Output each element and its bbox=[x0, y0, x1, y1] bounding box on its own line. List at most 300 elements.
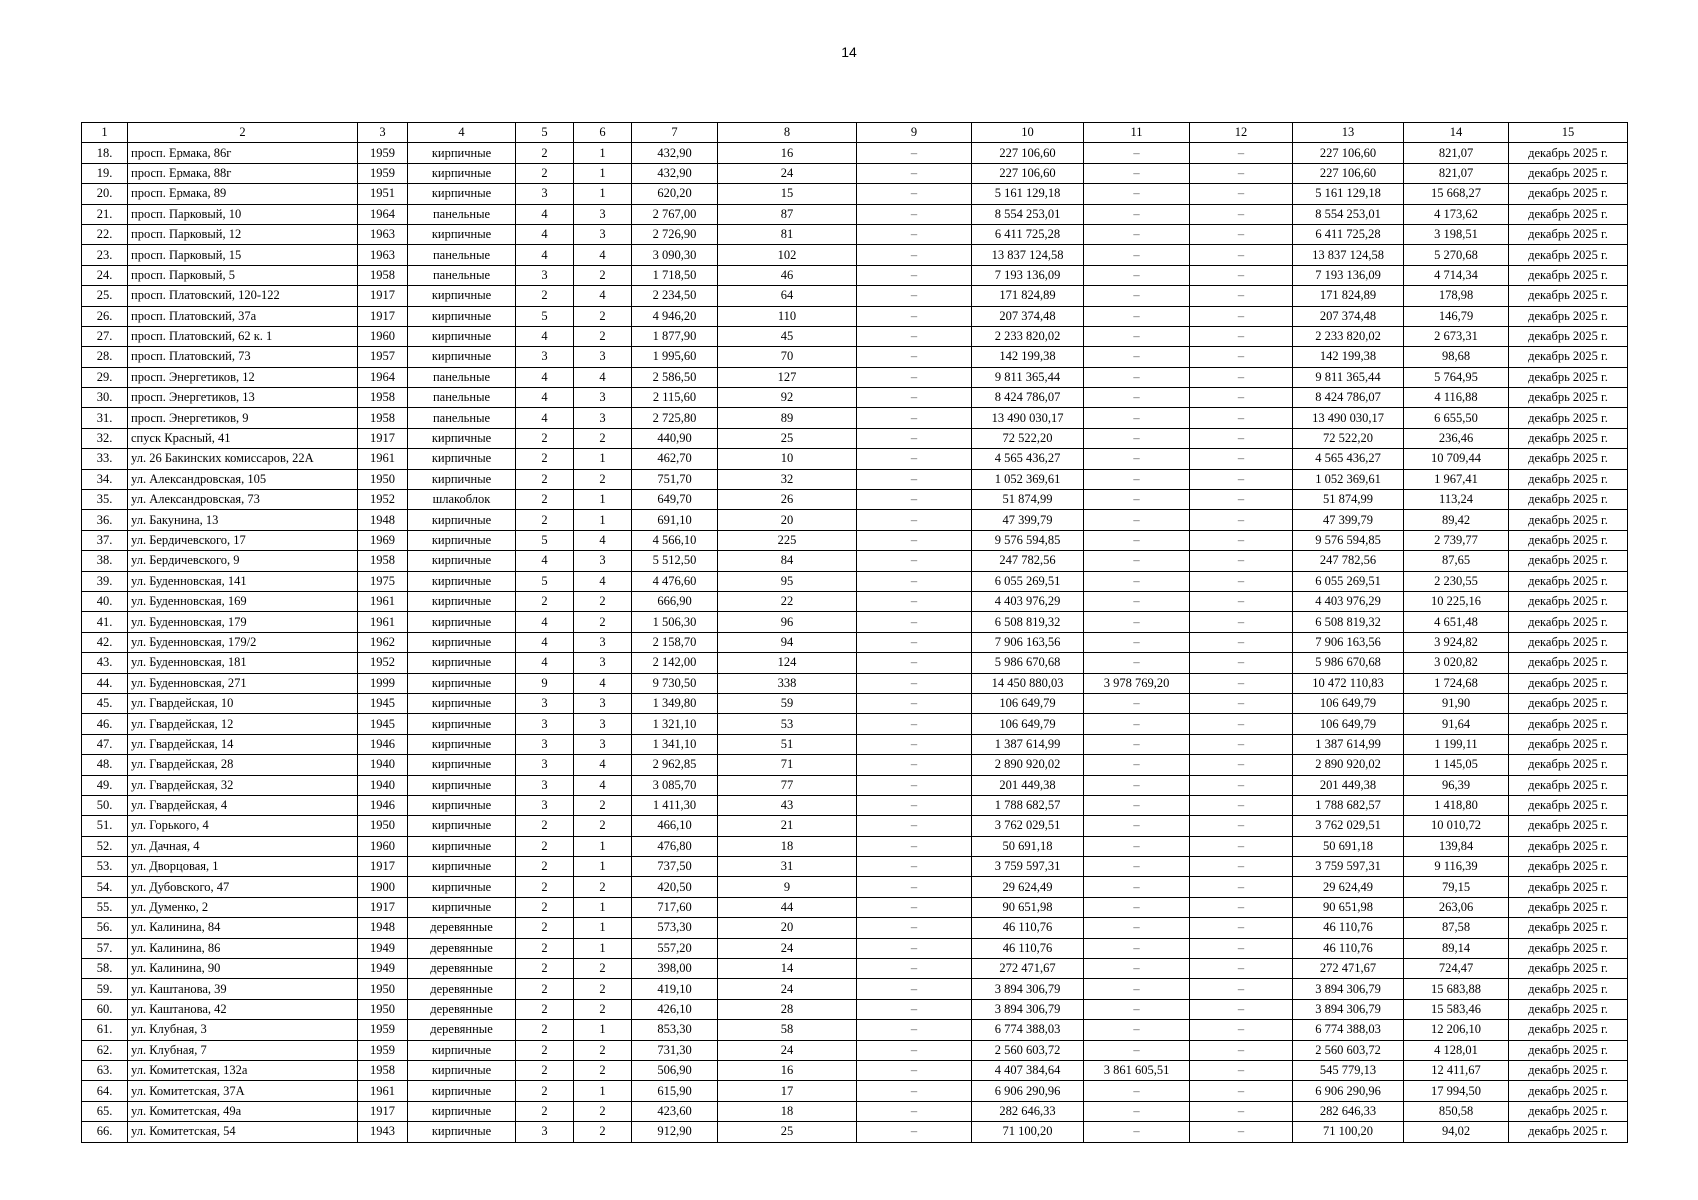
cell-col-9: – bbox=[857, 591, 972, 611]
cell-entrances: 1 bbox=[574, 857, 632, 877]
cell-row-number: 44. bbox=[82, 673, 128, 693]
cell-row-number: 24. bbox=[82, 265, 128, 285]
table-row bbox=[82, 326, 1628, 346]
cell-residents: 51 bbox=[718, 734, 857, 754]
cell-col-14: 4 128,01 bbox=[1404, 1040, 1509, 1060]
cell-col-12: – bbox=[1190, 959, 1293, 979]
cell-row-number: 19. bbox=[82, 163, 128, 183]
cell-address: ул. Гвардейская, 14 bbox=[128, 734, 358, 754]
cell-col-11: – bbox=[1084, 551, 1190, 571]
cell-col-10: 3 762 029,51 bbox=[972, 816, 1084, 836]
cell-wall-material: кирпичные bbox=[408, 571, 516, 591]
cell-floors: 5 bbox=[516, 306, 574, 326]
cell-col-14: 4 714,34 bbox=[1404, 265, 1509, 285]
cell-col-14: 3 924,82 bbox=[1404, 632, 1509, 652]
cell-area: 432,90 bbox=[632, 143, 718, 163]
cell-entrances: 3 bbox=[574, 347, 632, 367]
cell-floors: 4 bbox=[516, 326, 574, 346]
cell-row-number: 62. bbox=[82, 1040, 128, 1060]
cell-col-12: – bbox=[1190, 163, 1293, 183]
cell-col-12: – bbox=[1190, 449, 1293, 469]
cell-col-9: – bbox=[857, 755, 972, 775]
cell-col-10: 71 100,20 bbox=[972, 1122, 1084, 1142]
cell-entrances: 2 bbox=[574, 591, 632, 611]
cell-row-number: 48. bbox=[82, 755, 128, 775]
cell-area: 666,90 bbox=[632, 591, 718, 611]
cell-col-13: 46 110,76 bbox=[1293, 938, 1404, 958]
cell-year-built: 1952 bbox=[358, 490, 408, 510]
cell-deadline: декабрь 2025 г. bbox=[1509, 816, 1628, 836]
cell-col-13: 13 837 124,58 bbox=[1293, 245, 1404, 265]
cell-deadline: декабрь 2025 г. bbox=[1509, 1081, 1628, 1101]
cell-floors: 3 bbox=[516, 714, 574, 734]
cell-col-10: 4 403 976,29 bbox=[972, 591, 1084, 611]
cell-col-9: – bbox=[857, 163, 972, 183]
cell-floors: 5 bbox=[516, 571, 574, 591]
cell-col-12: – bbox=[1190, 1060, 1293, 1080]
cell-col-13: 4 565 436,27 bbox=[1293, 449, 1404, 469]
cell-col-14: 10 225,16 bbox=[1404, 591, 1509, 611]
cell-col-13: 4 403 976,29 bbox=[1293, 591, 1404, 611]
cell-row-number: 23. bbox=[82, 245, 128, 265]
cell-address: просп. Ермака, 86г bbox=[128, 143, 358, 163]
cell-col-9: – bbox=[857, 612, 972, 632]
cell-wall-material: кирпичные bbox=[408, 530, 516, 550]
cell-floors: 4 bbox=[516, 224, 574, 244]
cell-row-number: 56. bbox=[82, 918, 128, 938]
cell-residents: 20 bbox=[718, 918, 857, 938]
cell-address: ул. Комитетская, 54 bbox=[128, 1122, 358, 1142]
cell-address: спуск Красный, 41 bbox=[128, 428, 358, 448]
cell-col-12: – bbox=[1190, 347, 1293, 367]
cell-col-14: 4 651,48 bbox=[1404, 612, 1509, 632]
cell-deadline: декабрь 2025 г. bbox=[1509, 388, 1628, 408]
cell-col-11: – bbox=[1084, 265, 1190, 285]
cell-col-11: – bbox=[1084, 469, 1190, 489]
cell-address: просп. Ермака, 89 bbox=[128, 184, 358, 204]
cell-col-14: 15 583,46 bbox=[1404, 999, 1509, 1019]
cell-residents: 338 bbox=[718, 673, 857, 693]
column-header-15: 15 bbox=[1509, 123, 1628, 143]
cell-row-number: 37. bbox=[82, 530, 128, 550]
cell-area: 476,80 bbox=[632, 836, 718, 856]
cell-col-12: – bbox=[1190, 938, 1293, 958]
cell-deadline: декабрь 2025 г. bbox=[1509, 1122, 1628, 1142]
cell-col-9: – bbox=[857, 1101, 972, 1121]
cell-col-10: 3 894 306,79 bbox=[972, 979, 1084, 999]
cell-col-10: 201 449,38 bbox=[972, 775, 1084, 795]
cell-area: 506,90 bbox=[632, 1060, 718, 1080]
cell-col-14: 89,14 bbox=[1404, 938, 1509, 958]
cell-deadline: декабрь 2025 г. bbox=[1509, 653, 1628, 673]
cell-col-11: – bbox=[1084, 714, 1190, 734]
cell-col-12: – bbox=[1190, 755, 1293, 775]
cell-address: просп. Парковый, 12 bbox=[128, 224, 358, 244]
cell-wall-material: деревянные bbox=[408, 918, 516, 938]
cell-address: ул. Горького, 4 bbox=[128, 816, 358, 836]
cell-year-built: 1961 bbox=[358, 591, 408, 611]
cell-year-built: 1961 bbox=[358, 449, 408, 469]
cell-col-11: – bbox=[1084, 286, 1190, 306]
cell-col-11: – bbox=[1084, 632, 1190, 652]
cell-residents: 77 bbox=[718, 775, 857, 795]
cell-deadline: декабрь 2025 г. bbox=[1509, 734, 1628, 754]
cell-col-12: – bbox=[1190, 204, 1293, 224]
cell-address: ул. Буденновская, 181 bbox=[128, 653, 358, 673]
cell-col-11: – bbox=[1084, 1081, 1190, 1101]
cell-residents: 20 bbox=[718, 510, 857, 530]
cell-year-built: 1950 bbox=[358, 816, 408, 836]
cell-floors: 5 bbox=[516, 530, 574, 550]
cell-col-14: 113,24 bbox=[1404, 490, 1509, 510]
cell-row-number: 43. bbox=[82, 653, 128, 673]
cell-address: ул. Калинина, 90 bbox=[128, 959, 358, 979]
cell-year-built: 1960 bbox=[358, 326, 408, 346]
cell-col-9: – bbox=[857, 408, 972, 428]
cell-year-built: 1951 bbox=[358, 184, 408, 204]
cell-col-14: 91,90 bbox=[1404, 693, 1509, 713]
table-row bbox=[82, 775, 1628, 795]
cell-residents: 59 bbox=[718, 693, 857, 713]
cell-year-built: 1946 bbox=[358, 795, 408, 815]
cell-col-11: – bbox=[1084, 734, 1190, 754]
table-row bbox=[82, 469, 1628, 489]
table-row bbox=[82, 734, 1628, 754]
cell-entrances: 1 bbox=[574, 163, 632, 183]
cell-address: ул. Дубовского, 47 bbox=[128, 877, 358, 897]
cell-residents: 46 bbox=[718, 265, 857, 285]
cell-area: 731,30 bbox=[632, 1040, 718, 1060]
cell-entrances: 2 bbox=[574, 1101, 632, 1121]
cell-wall-material: деревянные bbox=[408, 979, 516, 999]
cell-address: ул. Гвардейская, 12 bbox=[128, 714, 358, 734]
cell-area: 9 730,50 bbox=[632, 673, 718, 693]
cell-floors: 4 bbox=[516, 612, 574, 632]
table-row bbox=[82, 857, 1628, 877]
cell-col-9: – bbox=[857, 918, 972, 938]
cell-col-9: – bbox=[857, 469, 972, 489]
cell-deadline: декабрь 2025 г. bbox=[1509, 530, 1628, 550]
cell-address: просп. Ермака, 88г bbox=[128, 163, 358, 183]
cell-col-14: 10 709,44 bbox=[1404, 449, 1509, 469]
cell-entrances: 2 bbox=[574, 959, 632, 979]
cell-address: ул. Думенко, 2 bbox=[128, 897, 358, 917]
cell-col-9: – bbox=[857, 265, 972, 285]
cell-entrances: 2 bbox=[574, 265, 632, 285]
cell-col-11: – bbox=[1084, 184, 1190, 204]
cell-col-10: 106 649,79 bbox=[972, 714, 1084, 734]
cell-entrances: 3 bbox=[574, 408, 632, 428]
cell-wall-material: кирпичные bbox=[408, 286, 516, 306]
cell-row-number: 59. bbox=[82, 979, 128, 999]
cell-entrances: 3 bbox=[574, 551, 632, 571]
cell-residents: 64 bbox=[718, 286, 857, 306]
cell-row-number: 63. bbox=[82, 1060, 128, 1080]
cell-address: просп. Платовский, 120-122 bbox=[128, 286, 358, 306]
cell-col-11: – bbox=[1084, 571, 1190, 591]
cell-year-built: 1945 bbox=[358, 714, 408, 734]
cell-wall-material: кирпичные bbox=[408, 469, 516, 489]
cell-residents: 95 bbox=[718, 571, 857, 591]
cell-col-10: 272 471,67 bbox=[972, 959, 1084, 979]
cell-col-13: 282 646,33 bbox=[1293, 1101, 1404, 1121]
cell-area: 912,90 bbox=[632, 1122, 718, 1142]
cell-row-number: 27. bbox=[82, 326, 128, 346]
cell-deadline: декабрь 2025 г. bbox=[1509, 897, 1628, 917]
table-row bbox=[82, 918, 1628, 938]
cell-area: 432,90 bbox=[632, 163, 718, 183]
cell-area: 440,90 bbox=[632, 428, 718, 448]
cell-wall-material: кирпичные bbox=[408, 734, 516, 754]
cell-row-number: 66. bbox=[82, 1122, 128, 1142]
table-row bbox=[82, 632, 1628, 652]
cell-residents: 16 bbox=[718, 143, 857, 163]
cell-area: 426,10 bbox=[632, 999, 718, 1019]
cell-col-12: – bbox=[1190, 795, 1293, 815]
cell-col-12: – bbox=[1190, 693, 1293, 713]
cell-col-14: 12 206,10 bbox=[1404, 1020, 1509, 1040]
cell-col-14: 94,02 bbox=[1404, 1122, 1509, 1142]
cell-col-13: 13 490 030,17 bbox=[1293, 408, 1404, 428]
cell-residents: 15 bbox=[718, 184, 857, 204]
table-row bbox=[82, 1122, 1628, 1142]
cell-col-9: – bbox=[857, 816, 972, 836]
cell-col-13: 6 508 819,32 bbox=[1293, 612, 1404, 632]
cell-col-12: – bbox=[1190, 326, 1293, 346]
cell-col-9: – bbox=[857, 1020, 972, 1040]
cell-row-number: 38. bbox=[82, 551, 128, 571]
cell-residents: 102 bbox=[718, 245, 857, 265]
cell-entrances: 4 bbox=[574, 571, 632, 591]
table-row bbox=[82, 163, 1628, 183]
table-row bbox=[82, 999, 1628, 1019]
cell-area: 751,70 bbox=[632, 469, 718, 489]
cell-area: 3 085,70 bbox=[632, 775, 718, 795]
cell-col-14: 178,98 bbox=[1404, 286, 1509, 306]
cell-address: ул. Комитетская, 49а bbox=[128, 1101, 358, 1121]
cell-col-9: – bbox=[857, 1122, 972, 1142]
cell-wall-material: кирпичные bbox=[408, 347, 516, 367]
cell-col-10: 8 424 786,07 bbox=[972, 388, 1084, 408]
cell-col-13: 90 651,98 bbox=[1293, 897, 1404, 917]
cell-deadline: декабрь 2025 г. bbox=[1509, 490, 1628, 510]
cell-floors: 3 bbox=[516, 347, 574, 367]
cell-address: ул. Бакунина, 13 bbox=[128, 510, 358, 530]
cell-area: 423,60 bbox=[632, 1101, 718, 1121]
cell-address: ул. Дачная, 4 bbox=[128, 836, 358, 856]
cell-col-14: 2 230,55 bbox=[1404, 571, 1509, 591]
cell-deadline: декабрь 2025 г. bbox=[1509, 1020, 1628, 1040]
cell-col-14: 17 994,50 bbox=[1404, 1081, 1509, 1101]
cell-col-13: 3 894 306,79 bbox=[1293, 979, 1404, 999]
cell-area: 466,10 bbox=[632, 816, 718, 836]
cell-deadline: декабрь 2025 г. bbox=[1509, 795, 1628, 815]
column-header-12: 12 bbox=[1190, 123, 1293, 143]
cell-floors: 4 bbox=[516, 653, 574, 673]
cell-year-built: 1949 bbox=[358, 959, 408, 979]
cell-col-12: – bbox=[1190, 591, 1293, 611]
cell-col-14: 821,07 bbox=[1404, 163, 1509, 183]
cell-col-10: 3 894 306,79 bbox=[972, 999, 1084, 1019]
cell-col-11: – bbox=[1084, 530, 1190, 550]
cell-entrances: 4 bbox=[574, 286, 632, 306]
cell-col-9: – bbox=[857, 1081, 972, 1101]
cell-col-13: 272 471,67 bbox=[1293, 959, 1404, 979]
cell-deadline: декабрь 2025 г. bbox=[1509, 143, 1628, 163]
cell-residents: 71 bbox=[718, 755, 857, 775]
cell-col-14: 9 116,39 bbox=[1404, 857, 1509, 877]
cell-year-built: 1961 bbox=[358, 1081, 408, 1101]
cell-wall-material: кирпичные bbox=[408, 591, 516, 611]
cell-area: 1 995,60 bbox=[632, 347, 718, 367]
cell-col-9: – bbox=[857, 449, 972, 469]
cell-col-9: – bbox=[857, 306, 972, 326]
cell-row-number: 58. bbox=[82, 959, 128, 979]
cell-floors: 3 bbox=[516, 755, 574, 775]
cell-address: просп. Энергетиков, 9 bbox=[128, 408, 358, 428]
cell-col-14: 850,58 bbox=[1404, 1101, 1509, 1121]
table-row bbox=[82, 530, 1628, 550]
table-row bbox=[82, 693, 1628, 713]
cell-floors: 3 bbox=[516, 775, 574, 795]
cell-address: ул. Каштанова, 42 bbox=[128, 999, 358, 1019]
cell-floors: 4 bbox=[516, 551, 574, 571]
cell-col-10: 50 691,18 bbox=[972, 836, 1084, 856]
cell-row-number: 35. bbox=[82, 490, 128, 510]
table-row bbox=[82, 836, 1628, 856]
cell-floors: 4 bbox=[516, 388, 574, 408]
cell-row-number: 45. bbox=[82, 693, 128, 713]
cell-col-14: 1 418,80 bbox=[1404, 795, 1509, 815]
cell-col-11: – bbox=[1084, 347, 1190, 367]
cell-col-9: – bbox=[857, 551, 972, 571]
cell-entrances: 4 bbox=[574, 775, 632, 795]
table-row bbox=[82, 245, 1628, 265]
cell-col-13: 5 161 129,18 bbox=[1293, 184, 1404, 204]
cell-row-number: 28. bbox=[82, 347, 128, 367]
cell-area: 420,50 bbox=[632, 877, 718, 897]
cell-address: просп. Парковый, 10 bbox=[128, 204, 358, 224]
cell-residents: 87 bbox=[718, 204, 857, 224]
cell-wall-material: кирпичные bbox=[408, 224, 516, 244]
cell-col-14: 15 683,88 bbox=[1404, 979, 1509, 999]
cell-area: 5 512,50 bbox=[632, 551, 718, 571]
cell-year-built: 1963 bbox=[358, 224, 408, 244]
cell-residents: 17 bbox=[718, 1081, 857, 1101]
cell-col-10: 4 407 384,64 bbox=[972, 1060, 1084, 1080]
cell-col-11: – bbox=[1084, 428, 1190, 448]
cell-floors: 2 bbox=[516, 449, 574, 469]
cell-year-built: 1917 bbox=[358, 897, 408, 917]
cell-entrances: 2 bbox=[574, 1040, 632, 1060]
cell-residents: 94 bbox=[718, 632, 857, 652]
cell-year-built: 1950 bbox=[358, 999, 408, 1019]
cell-floors: 2 bbox=[516, 938, 574, 958]
cell-col-12: – bbox=[1190, 388, 1293, 408]
cell-col-14: 3 020,82 bbox=[1404, 653, 1509, 673]
column-header-1: 1 bbox=[82, 123, 128, 143]
cell-floors: 2 bbox=[516, 1060, 574, 1080]
cell-col-9: – bbox=[857, 979, 972, 999]
cell-row-number: 33. bbox=[82, 449, 128, 469]
cell-col-13: 227 106,60 bbox=[1293, 163, 1404, 183]
cell-col-9: – bbox=[857, 490, 972, 510]
cell-wall-material: панельные bbox=[408, 265, 516, 285]
cell-floors: 2 bbox=[516, 918, 574, 938]
cell-col-9: – bbox=[857, 204, 972, 224]
cell-entrances: 3 bbox=[574, 693, 632, 713]
cell-year-built: 1950 bbox=[358, 979, 408, 999]
cell-area: 2 234,50 bbox=[632, 286, 718, 306]
cell-col-12: – bbox=[1190, 816, 1293, 836]
column-header-13: 13 bbox=[1293, 123, 1404, 143]
table-row bbox=[82, 428, 1628, 448]
cell-entrances: 3 bbox=[574, 204, 632, 224]
cell-area: 1 506,30 bbox=[632, 612, 718, 632]
cell-col-9: – bbox=[857, 693, 972, 713]
table-row bbox=[82, 204, 1628, 224]
column-header-3: 3 bbox=[358, 123, 408, 143]
cell-residents: 10 bbox=[718, 449, 857, 469]
column-header-2: 2 bbox=[128, 123, 358, 143]
cell-floors: 2 bbox=[516, 877, 574, 897]
cell-area: 1 718,50 bbox=[632, 265, 718, 285]
cell-col-13: 5 986 670,68 bbox=[1293, 653, 1404, 673]
cell-col-13: 106 649,79 bbox=[1293, 714, 1404, 734]
cell-col-9: – bbox=[857, 245, 972, 265]
cell-residents: 53 bbox=[718, 714, 857, 734]
cell-col-10: 5 986 670,68 bbox=[972, 653, 1084, 673]
cell-deadline: декабрь 2025 г. bbox=[1509, 571, 1628, 591]
cell-col-14: 2 739,77 bbox=[1404, 530, 1509, 550]
cell-deadline: декабрь 2025 г. bbox=[1509, 999, 1628, 1019]
cell-col-10: 5 161 129,18 bbox=[972, 184, 1084, 204]
cell-col-11: – bbox=[1084, 143, 1190, 163]
table-row bbox=[82, 265, 1628, 285]
cell-residents: 44 bbox=[718, 897, 857, 917]
cell-col-10: 2 233 820,02 bbox=[972, 326, 1084, 346]
cell-col-11: – bbox=[1084, 449, 1190, 469]
table-row bbox=[82, 388, 1628, 408]
cell-year-built: 1999 bbox=[358, 673, 408, 693]
cell-area: 557,20 bbox=[632, 938, 718, 958]
cell-entrances: 2 bbox=[574, 816, 632, 836]
cell-year-built: 1969 bbox=[358, 530, 408, 550]
cell-col-13: 6 055 269,51 bbox=[1293, 571, 1404, 591]
cell-col-10: 1 387 614,99 bbox=[972, 734, 1084, 754]
cell-residents: 18 bbox=[718, 1101, 857, 1121]
table-row bbox=[82, 612, 1628, 632]
cell-address: ул. Буденновская, 169 bbox=[128, 591, 358, 611]
column-header-8: 8 bbox=[718, 123, 857, 143]
cell-col-13: 142 199,38 bbox=[1293, 347, 1404, 367]
cell-area: 2 115,60 bbox=[632, 388, 718, 408]
cell-col-14: 15 668,27 bbox=[1404, 184, 1509, 204]
cell-col-13: 2 233 820,02 bbox=[1293, 326, 1404, 346]
cell-wall-material: кирпичные bbox=[408, 795, 516, 815]
cell-wall-material: кирпичные bbox=[408, 163, 516, 183]
cell-entrances: 3 bbox=[574, 714, 632, 734]
cell-wall-material: кирпичные bbox=[408, 897, 516, 917]
cell-col-11: – bbox=[1084, 693, 1190, 713]
cell-col-13: 3 762 029,51 bbox=[1293, 816, 1404, 836]
cell-residents: 24 bbox=[718, 163, 857, 183]
cell-col-11: – bbox=[1084, 918, 1190, 938]
cell-col-9: – bbox=[857, 653, 972, 673]
table-row bbox=[82, 143, 1628, 163]
cell-address: просп. Энергетиков, 13 bbox=[128, 388, 358, 408]
cell-residents: 9 bbox=[718, 877, 857, 897]
